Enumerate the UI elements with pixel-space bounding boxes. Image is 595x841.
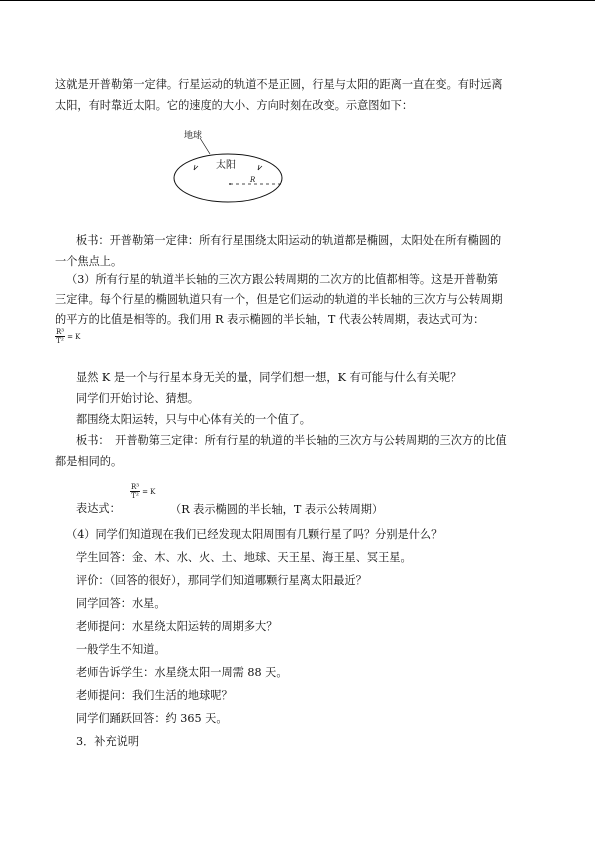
- paragraph-line: 显然 K 是一个与行星本身无关的量，同学们想一想，K 有可能与什么有关呢？: [76, 371, 462, 384]
- dialogue-line: 老师提问：我们生活的地球呢？: [76, 689, 233, 702]
- sun-label: 太阳: [216, 160, 236, 171]
- dialogue-line: 老师告诉学生：水星绕太阳一周需 88 天。: [76, 666, 288, 679]
- dialogue-line: 同学回答：水星。: [76, 597, 166, 610]
- earth-label: 地球: [184, 131, 203, 141]
- paragraph-line: 的平方的比值是相等的。我们用 R 表示椭圆的半长轴，T 代表公转周期，表达式可为：: [55, 313, 485, 326]
- board-note-line: 板书：开普勒第一定律：所有行星围绕太阳运动的轨道都是椭圆，太阳处在所有椭圆的: [76, 234, 502, 247]
- formula-rhs: = K: [142, 487, 156, 496]
- page-top-rule: [0, 0, 595, 1]
- expression-caption: （R 表示椭圆的半长轴，T 表示公转周期）: [170, 503, 384, 516]
- kepler-formula: [130, 483, 155, 500]
- ellipse-orbit-diagram: [170, 126, 290, 208]
- formula-denominator: T²: [131, 492, 139, 500]
- formula-rhs: = K: [67, 332, 81, 341]
- dialogue-line: 学生回答：金、木、水、火、土、地球、天王星、海王星、冥王星。: [76, 551, 412, 564]
- formula-fraction: [55, 328, 65, 345]
- dialogue-line: 同学们踊跃回答：约 365 天。: [76, 712, 228, 725]
- velocity-arrow-right: [258, 165, 262, 170]
- dialogue-line: 一般学生不知道。: [76, 643, 166, 656]
- focus-point: [229, 183, 231, 185]
- formula-fraction: [130, 483, 140, 500]
- paragraph-line: 都围绕太阳运转，只与中心体有关的一个值了。: [76, 413, 311, 426]
- paragraph-line: 同学们开始讨论、猜想。: [76, 392, 200, 405]
- paragraph-line: 三定律。每个行星的椭圆轨道只有一个，但是它们运动的轨道的半长轴的三次方与公转周期: [55, 293, 503, 306]
- radius-label: R: [250, 176, 256, 184]
- formula-numerator: R³: [56, 328, 65, 336]
- velocity-arrow-left: [194, 165, 198, 170]
- dialogue-line: 老师提问：水星绕太阳运转的周期多大？: [76, 620, 278, 633]
- expression-label: 表达式：: [76, 502, 121, 515]
- board-note-line: 板书： 开普勒第三定律：所有行星的轨道的半长轴的三次方与公转周期的三次方的比值: [76, 434, 507, 447]
- dialogue-line: 评价：（回答的很好），那同学们知道哪颗行星离太阳最近？: [76, 574, 367, 587]
- kepler-formula: [55, 328, 80, 345]
- board-note-line: 都是相同的。: [55, 455, 123, 468]
- dialogue-line: （4）同学们知道现在我们已经发现太阳周围有几颗行星了吗？分别是什么？: [66, 528, 443, 541]
- section-heading: 3．补充说明: [76, 735, 140, 748]
- formula-numerator: R³: [131, 483, 140, 491]
- paragraph-line: 太阳，有时靠近太阳。它的速度的大小、方向时刻在改变。示意图如下：: [55, 99, 414, 112]
- paragraph-line: （3）所有行星的轨道半长轴的三次方跟公转周期的二次方的比值都相等。这是开普勒第: [66, 273, 499, 286]
- board-note-line: 一个焦点上。: [55, 255, 123, 268]
- paragraph-line: 这就是开普勒第一定律。行星运动的轨道不是正圆，行星与太阳的距离一直在变。有时远离: [55, 78, 503, 91]
- formula-denominator: T²: [56, 337, 64, 345]
